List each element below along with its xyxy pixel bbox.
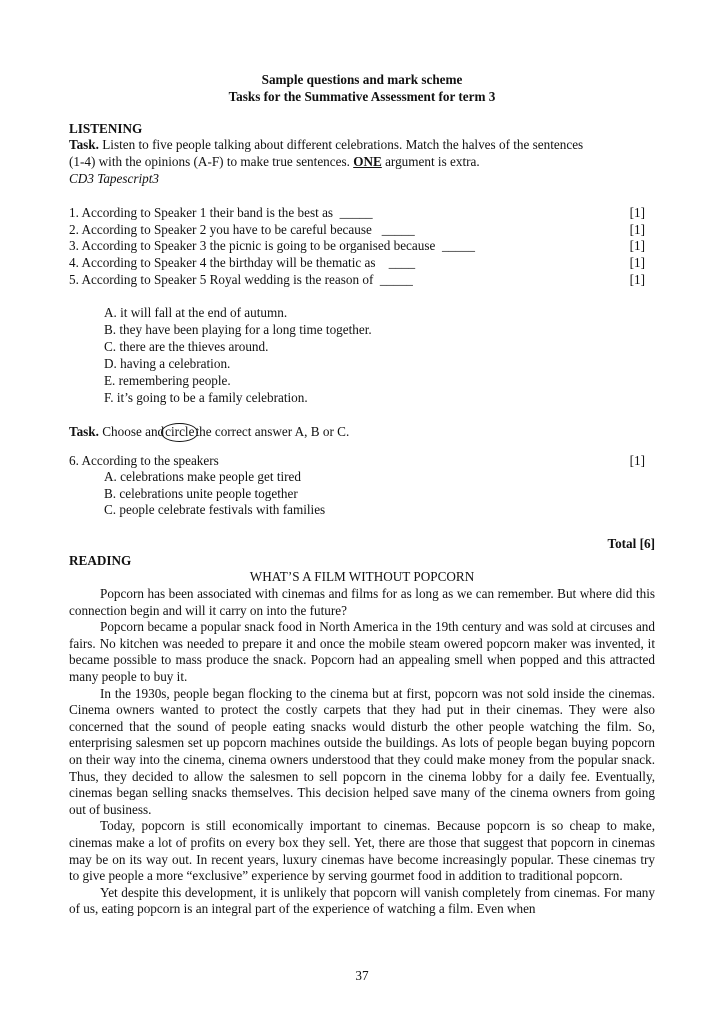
task-text-line2-post: argument is extra.	[381, 154, 480, 169]
question-5-mark: [1]	[629, 272, 645, 287]
task-text-line1: Listen to five people talking about different celebrations. Match the halves of the sentences	[102, 137, 584, 152]
task-instruction-line2	[69, 154, 480, 171]
circle-word: circle	[161, 423, 198, 442]
task2-label: Task.	[69, 424, 99, 439]
task-instruction-line1	[69, 137, 583, 154]
task-text-emphasis: ONE	[353, 154, 382, 169]
option-f: F. it’s going to be a family celebration.	[104, 390, 308, 405]
reading-text	[69, 586, 655, 918]
option-e: E. remembering people.	[104, 373, 231, 388]
option-c: C. there are the thieves around.	[104, 339, 269, 354]
task-text-line2-pre: (1-4) with the opinions (A-F) to make true sentences.	[69, 154, 354, 169]
reading-paragraph: Yet despite this development, it is unlikely that popcorn will vanish completely from cinemas. For many of us, eating popcorn is an integral part of the experience of watching a film. Even when	[69, 884, 655, 917]
question-2-mark: [1]	[629, 222, 645, 237]
listening-total: Total [6]	[607, 536, 655, 551]
q6-option-a: A. celebrations make people get tired	[104, 469, 302, 484]
reading-heading: READING	[69, 553, 132, 568]
question-6: 6. According to the speakers	[69, 453, 219, 468]
question-4: 4. According to Speaker 4 the birthday will be thematic as ____	[69, 255, 416, 270]
question-1: 1. According to Speaker 1 their band is the best as _____	[69, 205, 373, 220]
page-title-line1: Sample questions and mark scheme	[261, 72, 463, 87]
reading-paragraph: Popcorn became a popular snack food in North America in the 19th century and was sold at circuses and fairs. No kitchen was needed to prepare it and once the mobile steam owered popcorn maker was invented, it became possible to mass produce the snack. Popcorn had an appealing smell when popped and this attracted many people to buy it.	[69, 619, 655, 684]
option-b: B. they have been playing for a long time together.	[104, 322, 372, 337]
question-3-mark: [1]	[629, 238, 645, 253]
reading-paragraph: In the 1930s, people began flocking to the cinema but at first, popcorn was not sold inside the cinemas. Cinema owners wanted to protect the costly carpets that they had put in their cinemas. They were also concerned that the sound of people eating snacks would disturb the other people watching the film. So, enterprising salesmen set up popcorn machines outside the buildings. As lots of people began buying popcorn on their way into the cinema, cinema owners understood that they could make money from the popular snack. Thus, they decided to allow the salesmen to sell popcorn in the cinema lobby for a daily fee. Eventually, cinemas began selling snacks themselves. This decision helped save many of the cinema owners from going out of business.	[69, 685, 655, 817]
question-5: 5. According to Speaker 5 Royal wedding is the reason of _____	[69, 272, 413, 287]
task-label: Task.	[69, 137, 99, 152]
reading-paragraph: Today, popcorn is still economically important to cinemas. Because popcorn is so cheap to make, cinemas make a lot of profits on every box they sell. Yet, there are those that suggest that popcorn in cinemas may be on its way out. In recent years, luxury cinemas have become increasingly popular. These cinemas try to give people a more “exclusive” experience by serving gourmet food in addition to traditional popcorn.	[69, 818, 655, 884]
task2-text-pre: Choose and	[102, 424, 165, 439]
question-3: 3. According to Speaker 3 the picnic is going to be organised because _____	[69, 238, 475, 253]
option-d: D. having a celebration.	[104, 356, 231, 371]
reading-title: WHAT’S A FILM WITHOUT POPCORN	[249, 569, 475, 584]
page-number: 37	[355, 968, 369, 983]
listening-heading: LISTENING	[69, 121, 143, 136]
question-4-mark: [1]	[629, 255, 645, 270]
q6-option-b: B. celebrations unite people together	[104, 486, 298, 501]
question-6-mark: [1]	[629, 453, 645, 468]
q6-option-c: C. people celebrate festivals with families	[104, 502, 326, 517]
task2-text-post: the correct answer A, B or C.	[195, 424, 350, 439]
question-1-mark: [1]	[629, 205, 645, 220]
option-a: A. it will fall at the end of autumn.	[104, 305, 288, 320]
reading-paragraph: Popcorn has been associated with cinemas and films for as long as we can remember. But where did this connection begin and will it carry on into the future?	[69, 586, 655, 618]
page-title-line2: Tasks for the Summative Assessment for term 3	[228, 89, 496, 104]
tapescript-source: CD3 Tapescript3	[69, 171, 160, 186]
question-2: 2. According to Speaker 2 you have to be careful because _____	[69, 222, 415, 237]
task2-instruction	[69, 424, 349, 441]
